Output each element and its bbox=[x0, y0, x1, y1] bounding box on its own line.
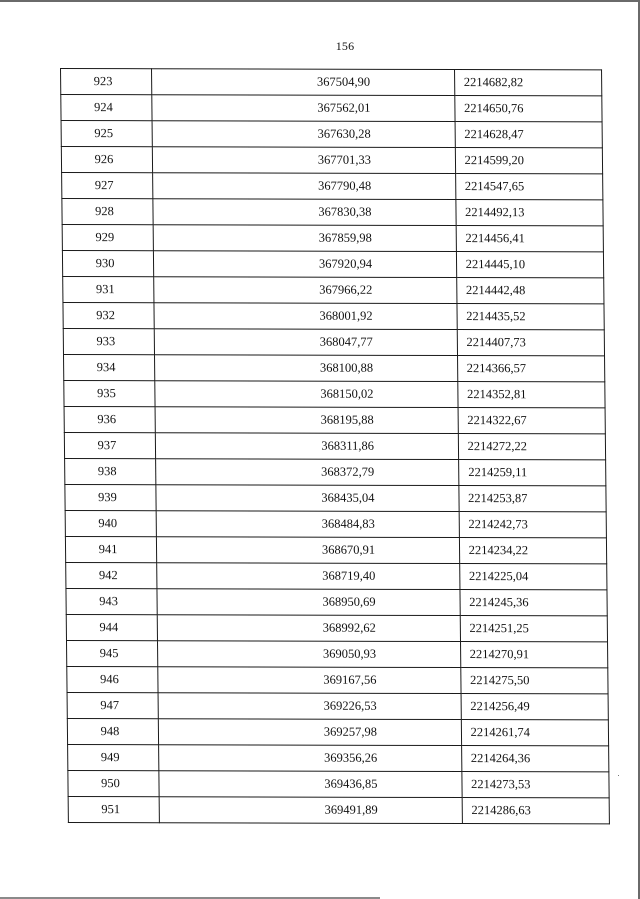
x-coordinate-cell: 367966,22 bbox=[154, 277, 457, 304]
y-coordinate-cell: 2214366,57 bbox=[458, 356, 605, 382]
table-row bbox=[65, 484, 606, 511]
coordinates-table-container bbox=[60, 68, 610, 824]
y-coordinate-cell: 2214442,48 bbox=[457, 278, 604, 304]
x-coordinate-cell: 369226,53 bbox=[158, 693, 461, 720]
x-coordinate-cell: 367504,90 bbox=[152, 69, 455, 96]
point-number-cell: 935 bbox=[64, 381, 155, 407]
y-coordinate-cell: 2214650,76 bbox=[455, 96, 602, 122]
scan-border-top bbox=[0, 0, 640, 2]
page-number: 156 bbox=[335, 39, 355, 53]
point-number-cell: 927 bbox=[62, 173, 153, 199]
scan-speck bbox=[618, 775, 619, 776]
y-coordinate-cell: 2214322,67 bbox=[458, 408, 605, 434]
table-row bbox=[67, 666, 608, 693]
y-coordinate-cell: 2214682,82 bbox=[455, 70, 602, 96]
x-coordinate-cell: 368100,88 bbox=[155, 355, 458, 382]
table-row bbox=[64, 381, 605, 408]
table-row bbox=[63, 277, 604, 304]
x-coordinate-cell: 369356,26 bbox=[159, 745, 462, 772]
y-coordinate-cell: 2214242,73 bbox=[459, 512, 606, 538]
table-row bbox=[66, 562, 607, 589]
y-coordinate-cell: 2214435,52 bbox=[457, 304, 604, 330]
table-row bbox=[61, 147, 602, 174]
x-coordinate-cell: 368992,62 bbox=[157, 615, 460, 642]
point-number-cell: 932 bbox=[63, 303, 154, 329]
point-number-cell: 933 bbox=[63, 329, 154, 355]
table-row bbox=[62, 199, 603, 226]
point-number-cell: 942 bbox=[66, 562, 157, 588]
y-coordinate-cell: 2214270,91 bbox=[461, 642, 608, 668]
x-coordinate-cell: 368484,83 bbox=[156, 511, 459, 538]
y-coordinate-cell: 2214273,53 bbox=[462, 772, 609, 798]
table-row bbox=[62, 225, 603, 252]
x-coordinate-cell: 368150,02 bbox=[155, 381, 458, 408]
point-number-cell: 947 bbox=[67, 692, 158, 718]
table-row bbox=[64, 407, 605, 434]
table-row bbox=[61, 95, 602, 122]
y-coordinate-cell: 2214628,47 bbox=[455, 122, 602, 148]
point-number-cell: 950 bbox=[68, 770, 159, 796]
x-coordinate-cell: 368372,79 bbox=[156, 459, 459, 486]
x-coordinate-cell: 369167,56 bbox=[158, 667, 461, 694]
y-coordinate-cell: 2214547,65 bbox=[456, 174, 603, 200]
x-coordinate-cell: 368670,91 bbox=[156, 537, 459, 564]
y-coordinate-cell: 2214445,10 bbox=[456, 252, 603, 278]
table-row bbox=[62, 251, 603, 278]
point-number-cell: 931 bbox=[63, 277, 154, 303]
x-coordinate-cell: 367790,48 bbox=[153, 173, 456, 200]
y-coordinate-cell: 2214264,36 bbox=[462, 746, 609, 772]
table-row bbox=[64, 433, 605, 460]
table-row bbox=[66, 588, 607, 615]
point-number-cell: 940 bbox=[65, 510, 156, 536]
y-coordinate-cell: 2214456,41 bbox=[456, 226, 603, 252]
point-number-cell: 928 bbox=[62, 199, 153, 225]
x-coordinate-cell: 369257,98 bbox=[158, 719, 461, 746]
y-coordinate-cell: 2214256,49 bbox=[461, 694, 608, 720]
x-coordinate-cell: 367920,94 bbox=[153, 251, 456, 278]
x-coordinate-cell: 369050,93 bbox=[157, 641, 460, 668]
point-number-cell: 924 bbox=[61, 95, 152, 121]
x-coordinate-cell: 368435,04 bbox=[156, 485, 459, 512]
y-coordinate-cell: 2214261,74 bbox=[461, 720, 608, 746]
x-coordinate-cell: 368311,86 bbox=[155, 433, 458, 460]
table-row bbox=[66, 614, 607, 641]
point-number-cell: 930 bbox=[62, 251, 153, 277]
table-row bbox=[65, 536, 606, 563]
table-row bbox=[63, 303, 604, 330]
point-number-cell: 937 bbox=[64, 433, 155, 459]
table-row bbox=[61, 69, 602, 96]
x-coordinate-cell: 367859,98 bbox=[153, 225, 456, 252]
point-number-cell: 943 bbox=[66, 588, 157, 614]
x-coordinate-cell: 367701,33 bbox=[152, 147, 455, 174]
point-number-cell: 948 bbox=[67, 718, 158, 744]
y-coordinate-cell: 2214251,25 bbox=[460, 616, 607, 642]
point-number-cell: 936 bbox=[64, 407, 155, 433]
point-number-cell: 949 bbox=[68, 744, 159, 770]
y-coordinate-cell: 2214225,04 bbox=[460, 564, 607, 590]
y-coordinate-cell: 2214352,81 bbox=[458, 382, 605, 408]
table-row bbox=[67, 692, 608, 719]
x-coordinate-cell: 368047,77 bbox=[154, 329, 457, 356]
y-coordinate-cell: 2214253,87 bbox=[459, 486, 606, 512]
y-coordinate-cell: 2214259,11 bbox=[459, 460, 606, 486]
table-row bbox=[66, 640, 607, 667]
y-coordinate-cell: 2214407,73 bbox=[457, 330, 604, 356]
table-row bbox=[61, 121, 602, 148]
point-number-cell: 941 bbox=[65, 536, 156, 562]
y-coordinate-cell: 2214272,22 bbox=[458, 434, 605, 460]
x-coordinate-cell: 368195,88 bbox=[155, 407, 458, 434]
x-coordinate-cell: 368950,69 bbox=[157, 589, 460, 616]
y-coordinate-cell: 2214275,50 bbox=[461, 668, 608, 694]
point-number-cell: 945 bbox=[66, 640, 157, 666]
x-coordinate-cell: 369491,89 bbox=[159, 797, 462, 824]
y-coordinate-cell: 2214234,22 bbox=[459, 538, 606, 564]
point-number-cell: 946 bbox=[67, 666, 158, 692]
x-coordinate-cell: 367562,01 bbox=[152, 95, 455, 122]
table-row bbox=[67, 718, 608, 745]
table-row bbox=[64, 355, 605, 382]
x-coordinate-cell: 368719,40 bbox=[157, 563, 460, 590]
point-number-cell: 951 bbox=[68, 796, 159, 822]
table-row bbox=[68, 744, 609, 771]
x-coordinate-cell: 368001,92 bbox=[154, 303, 457, 330]
y-coordinate-cell: 2214245,36 bbox=[460, 590, 607, 616]
x-coordinate-cell: 367830,38 bbox=[153, 199, 456, 226]
y-coordinate-cell: 2214286,63 bbox=[462, 798, 609, 824]
coordinates-table bbox=[60, 68, 610, 824]
point-number-cell: 944 bbox=[66, 614, 157, 640]
point-number-cell: 939 bbox=[65, 484, 156, 510]
coordinates-table-body bbox=[61, 69, 610, 824]
table-row bbox=[65, 458, 606, 485]
table-row bbox=[63, 329, 604, 356]
point-number-cell: 923 bbox=[61, 69, 152, 95]
x-coordinate-cell: 369436,85 bbox=[159, 771, 462, 798]
y-coordinate-cell: 2214492,13 bbox=[456, 200, 603, 226]
x-coordinate-cell: 367630,28 bbox=[152, 121, 455, 148]
point-number-cell: 938 bbox=[65, 458, 156, 484]
table-row bbox=[62, 173, 603, 200]
point-number-cell: 926 bbox=[61, 147, 152, 173]
point-number-cell: 934 bbox=[64, 355, 155, 381]
table-row bbox=[68, 796, 609, 823]
table-row bbox=[65, 510, 606, 537]
point-number-cell: 929 bbox=[62, 225, 153, 251]
y-coordinate-cell: 2214599,20 bbox=[455, 148, 602, 174]
table-row bbox=[68, 770, 609, 797]
point-number-cell: 925 bbox=[61, 121, 152, 147]
